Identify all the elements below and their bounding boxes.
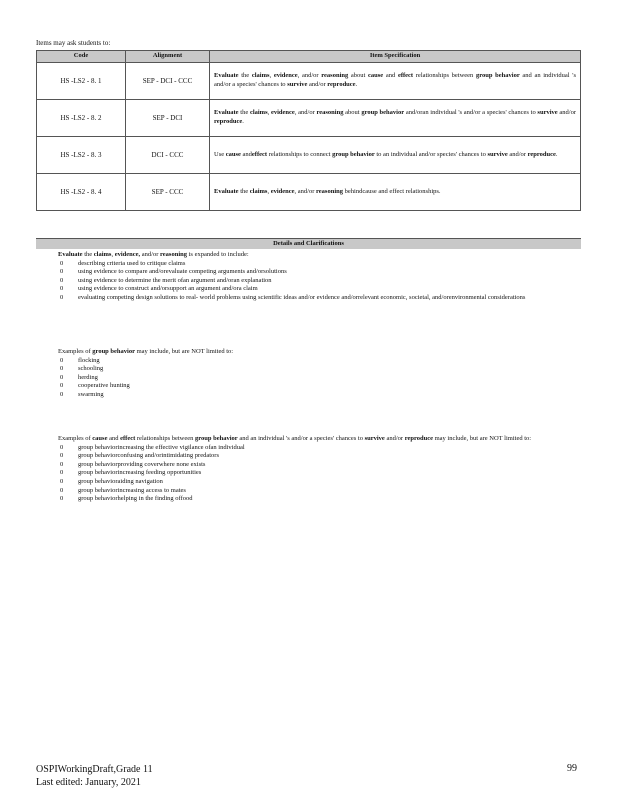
row-spec [210, 63, 581, 100]
section-lead [44, 251, 566, 260]
text-run: reasoning [160, 251, 187, 258]
text-run: Evaluate [214, 109, 239, 117]
text-run: , and/or [294, 109, 317, 117]
list-item-text: group behaviorincreasing the effective vigilance ofan individual [78, 443, 245, 451]
text-run: survive [287, 81, 308, 88]
text-run: group behavior [195, 435, 238, 442]
text-run: and an individual 's and/or a species' chances to [214, 72, 576, 88]
list-item [60, 294, 566, 303]
details-section-cause-effect [44, 435, 566, 504]
text-run: evidence [273, 72, 298, 80]
list-item [60, 374, 566, 383]
list-item-text: group behaviorincreasing feeding opportunities [78, 469, 202, 477]
footer [36, 763, 153, 789]
text-run: reproduce [327, 81, 356, 88]
circle-bullet-icon: 0 [60, 495, 64, 503]
details-section-claims [44, 251, 566, 303]
circle-bullet-icon: 0 [60, 390, 64, 398]
list-item-text: group behaviorconfusing and/orintimidating predators [78, 452, 219, 460]
list-item [60, 260, 566, 269]
text-run: group behavior [475, 72, 520, 80]
circle-bullet-icon: 0 [60, 268, 64, 276]
text-run: . [555, 150, 558, 158]
text-run: survive [487, 150, 508, 158]
text-run: . [355, 81, 358, 88]
circle-bullet-icon: 0 [60, 285, 64, 293]
list-item [60, 285, 566, 294]
section-lead [44, 435, 566, 444]
circle-bullet-icon: 0 [60, 460, 64, 468]
text-run: and/or [557, 109, 576, 117]
list-item [60, 382, 566, 391]
section-lead-text [58, 348, 566, 357]
circle-bullet-icon: 0 [60, 486, 64, 494]
list-item-text: cooperative hunting [78, 382, 130, 390]
list-item [60, 444, 566, 453]
list-item [60, 365, 566, 374]
list-item-text: group behavioraiding navigation [78, 477, 163, 485]
text-run: group behavior [332, 150, 375, 158]
text-run: relationships to connect [267, 150, 333, 158]
circle-bullet-icon: 0 [60, 443, 64, 451]
text-run: reproduce [404, 435, 433, 442]
details-section-group-behavior [44, 348, 566, 400]
list-item-text: using evidence to construct and/orsupport an argument and/ora claim [78, 285, 258, 293]
list-item [60, 452, 566, 461]
list-item [60, 478, 566, 487]
text-run: to an individual and/or species' chances to [374, 150, 488, 158]
text-run: reasoning [321, 72, 349, 80]
text-run: the [238, 187, 250, 195]
text-run: and an individual 's and/or a species' chances to [237, 435, 365, 442]
row-spec [210, 100, 581, 137]
text-run: effect [251, 150, 268, 158]
text-run: cause [368, 72, 384, 80]
circle-bullet-icon: 0 [60, 365, 64, 373]
circle-bullet-icon: 0 [60, 293, 64, 301]
table-row [37, 174, 581, 211]
text-run: evidence, [114, 251, 141, 258]
text-run: , and/or [297, 72, 322, 80]
text-run: the [238, 72, 252, 80]
text-run: evidence [270, 187, 295, 195]
text-run: behindcause and effect relationships. [343, 187, 441, 195]
text-run: and [107, 435, 121, 442]
section-lead [44, 348, 566, 357]
spec-table [36, 50, 581, 211]
row-code: HS -LS2 - 8. 3 [37, 137, 126, 174]
text-run: Evaluate [58, 251, 83, 258]
text-run: Use [214, 150, 226, 158]
row-code: HS -LS2 - 8. 2 [37, 100, 126, 137]
list-item [60, 391, 566, 400]
row-alignment: SEP - DCI - CCC [126, 63, 210, 100]
header-alignment: Alignment [126, 51, 210, 63]
text-run: effect [397, 72, 414, 80]
list-item-text: using evidence to determine the merit ofan argument and/oran explanation [78, 276, 272, 284]
text-run: claims [251, 72, 270, 80]
row-alignment: SEP - DCI [126, 100, 210, 137]
list-item-text: group behaviorhelping in the finding offood [78, 495, 193, 503]
section-lead-text [58, 251, 566, 260]
text-run: Examples of [58, 348, 93, 355]
circle-bullet-icon: 0 [60, 477, 64, 485]
text-run: , and/or [294, 187, 317, 195]
list-item [60, 495, 566, 504]
text-run: claims [249, 187, 268, 195]
intro-text: Items may ask students to: [36, 39, 111, 47]
circle-bullet-icon: 0 [60, 259, 64, 267]
row-alignment: SEP - CCC [126, 174, 210, 211]
table-row [37, 63, 581, 100]
list-item-text: swarming [78, 390, 104, 398]
text-run: reasoning [316, 187, 343, 195]
text-run: the [238, 109, 250, 117]
circle-bullet-icon: 0 [60, 469, 64, 477]
text-run: Evaluate [214, 72, 239, 80]
row-spec [210, 174, 581, 211]
list-item [60, 487, 566, 496]
list-item [60, 461, 566, 470]
spec-table-header-row [37, 51, 581, 63]
section-lead-text [58, 435, 566, 444]
text-run: , [269, 72, 274, 80]
square-bullet-icon [44, 435, 58, 444]
text-run: claims [249, 109, 268, 117]
list-item-text: group behaviorproviding coverwhere none exists [78, 460, 206, 468]
circle-bullet-icon: 0 [60, 276, 64, 284]
list-item-text: flocking [78, 356, 100, 364]
text-run: evidence [270, 109, 295, 117]
text-run: is expanded to include: [187, 251, 249, 258]
row-alignment: DCI - CCC [126, 137, 210, 174]
circle-bullet-icon: 0 [60, 373, 64, 381]
text-run: about [348, 72, 369, 80]
text-run: may include, but are NOT limited to: [134, 348, 234, 355]
list-item-text: evaluating competing design solutions to real- world problems using scientific ideas and/or evidence and/orrelevant economic, societal, and/orenvironmental considerations [78, 293, 526, 301]
text-run: relationships between [413, 72, 476, 80]
text-run: effect [120, 435, 136, 442]
circle-bullet-icon: 0 [60, 382, 64, 390]
text-run: survive [364, 435, 385, 442]
list-item-text: schooling [78, 365, 104, 373]
text-run: reproduce [214, 118, 243, 125]
list-item [60, 268, 566, 277]
header-item-specification: Item Specification [210, 51, 581, 63]
text-run: and [383, 72, 398, 80]
footer-document-title: OSPIWorkingDraft,Grade 11 [36, 764, 153, 775]
text-run: group behavior [361, 109, 405, 117]
footer-last-edited: Last edited: January, 2021 [36, 777, 141, 788]
text-run: about [343, 109, 362, 117]
text-run: survive [537, 109, 558, 117]
sub-list [44, 260, 566, 303]
circle-bullet-icon: 0 [60, 356, 64, 364]
sub-list [44, 357, 566, 400]
text-run: Evaluate [214, 187, 239, 195]
text-run: cause [225, 150, 241, 158]
text-run: Examples of [58, 435, 93, 442]
text-run: and/oran individual 's and/or a species' chances to [404, 109, 538, 117]
square-bullet-icon [44, 251, 58, 260]
text-run: , [111, 251, 115, 258]
text-run: the [82, 251, 94, 258]
details-header: Details and Clarifications [36, 238, 581, 249]
text-run: , [267, 109, 271, 117]
text-run: and/or [384, 435, 405, 442]
page-number: 99 [567, 763, 577, 774]
list-item-text: group behaviorincreasing access to mates [78, 486, 186, 494]
row-code: HS -LS2 - 8. 1 [37, 63, 126, 100]
list-item-text: herding [78, 373, 98, 381]
text-run: reproduce [527, 150, 556, 158]
text-run: and [240, 150, 252, 158]
text-run: claims [93, 251, 112, 258]
text-run: group behavior [92, 348, 135, 355]
text-run: and/or [507, 150, 528, 158]
list-item [60, 469, 566, 478]
square-bullet-icon [44, 348, 58, 357]
text-run: , [267, 187, 271, 195]
list-item [60, 277, 566, 286]
list-item-text: using evidence to compare and/orevaluate competing arguments and/orsolutions [78, 268, 287, 276]
text-run: relationships between [135, 435, 196, 442]
list-item-text: describing criteria used to critique claims [78, 259, 186, 267]
circle-bullet-icon: 0 [60, 452, 64, 460]
table-row [37, 137, 581, 174]
text-run: and/or [140, 251, 161, 258]
text-run: may include, but are NOT limited to: [432, 435, 532, 442]
text-run: and/or [307, 81, 328, 88]
sub-list [44, 444, 566, 504]
row-spec [210, 137, 581, 174]
text-run: reasoning [316, 109, 344, 117]
header-code: Code [37, 51, 126, 63]
list-item [60, 357, 566, 366]
table-row [37, 100, 581, 137]
text-run: cause [92, 435, 108, 442]
text-run: . [242, 118, 244, 125]
row-code: HS -LS2 - 8. 4 [37, 174, 126, 211]
